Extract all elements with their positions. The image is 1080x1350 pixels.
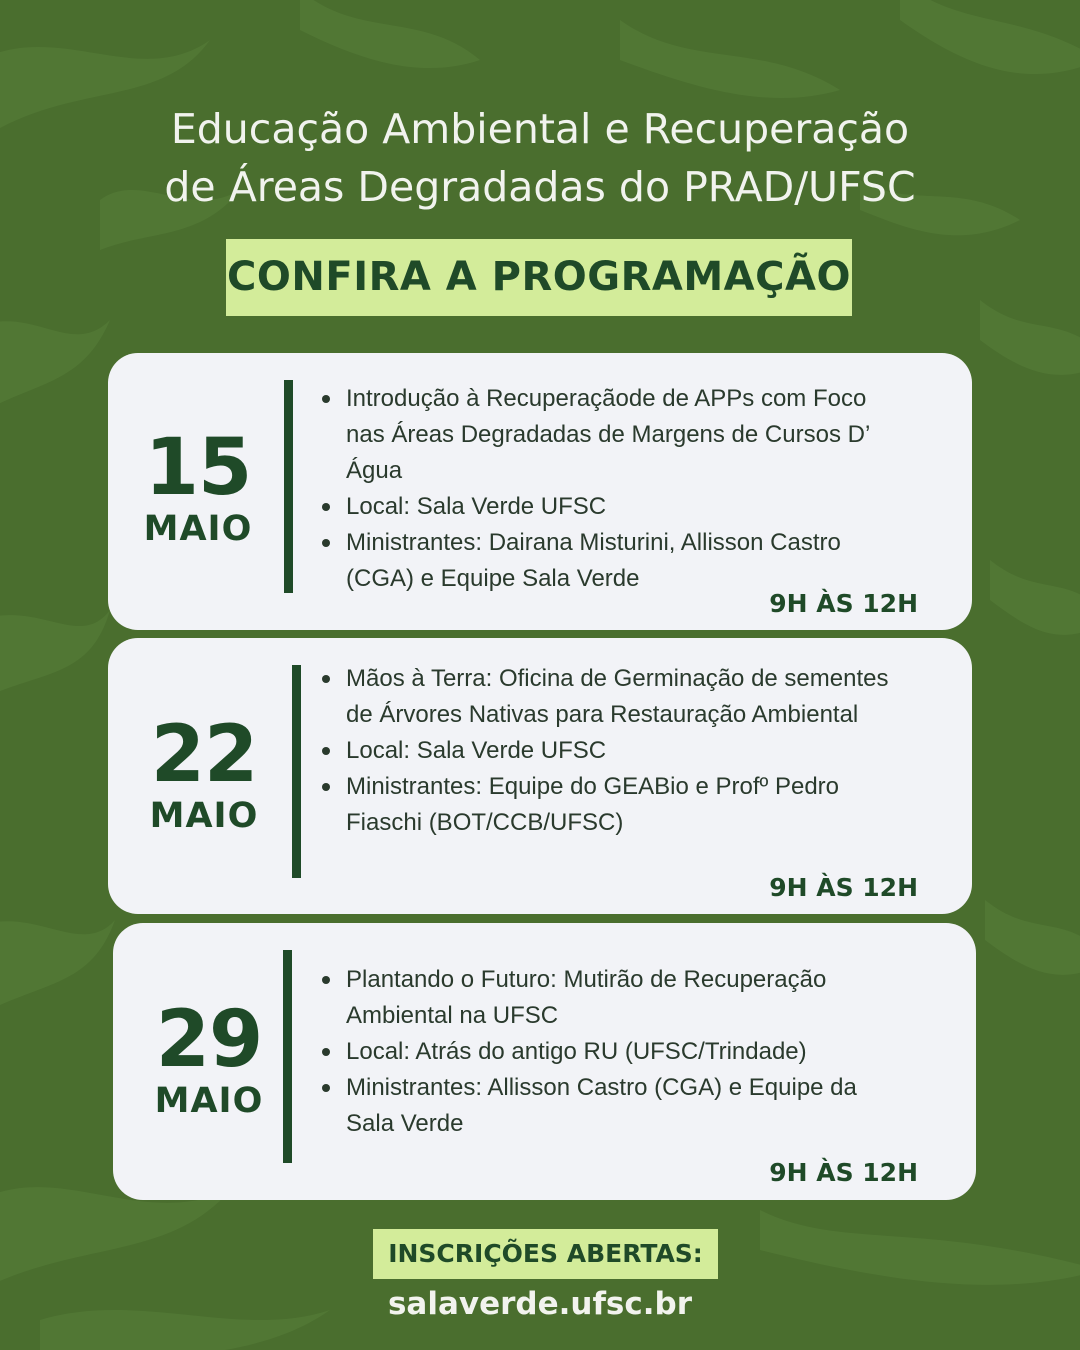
page-title [0, 100, 1080, 216]
event-date [149, 995, 269, 1121]
bullet-icon [322, 976, 330, 984]
list-item: Plantando o Futuro: Mutirão de Recuperação Ambiental na UFSC [320, 962, 910, 1034]
event-details-list [320, 962, 910, 1142]
event-month: MAIO [154, 1081, 264, 1121]
bullet-icon [322, 675, 330, 683]
event-time: 9H ÀS 12H [769, 589, 918, 618]
list-item: Local: Atrás do antigo RU (UFSC/Trindade) [320, 1034, 910, 1070]
list-item: Ministrantes: Allisson Castro (CGA) e Equipe da Sala Verde [320, 1070, 910, 1142]
bullet-icon [322, 1084, 330, 1092]
event-details-list [320, 381, 910, 597]
bullet-icon [322, 747, 330, 755]
event-day: 22 [150, 710, 258, 800]
registration-banner: INSCRIÇÕES ABERTAS: [373, 1229, 718, 1279]
bullet-icon [322, 1048, 330, 1056]
event-card-15-maio [108, 353, 972, 630]
list-item: Ministrantes: Equipe do GEABio e Profº Pedro Fiaschi (BOT/CCB/UFSC) [320, 769, 910, 841]
title-line-2: de Áreas Degradadas do PRAD/UFSC [164, 163, 916, 211]
list-item: Local: Sala Verde UFSC [320, 733, 910, 769]
program-heading: CONFIRA A PROGRAMAÇÃO [226, 239, 852, 316]
title-line-1: Educação Ambiental e Recuperação [170, 105, 910, 153]
event-card-29-maio [113, 923, 976, 1200]
website-link[interactable]: salaverde.ufsc.br [387, 1286, 693, 1322]
event-date [144, 710, 264, 836]
list-item: Mãos à Terra: Oficina de Germinação de sementes de Árvores Nativas para Restauração Ambiental [320, 661, 910, 733]
event-month: MAIO [143, 509, 253, 549]
event-time: 9H ÀS 12H [769, 873, 918, 902]
divider-bar [283, 950, 292, 1163]
event-time: 9H ÀS 12H [769, 1158, 918, 1187]
bullet-icon [322, 395, 330, 403]
event-day: 29 [155, 995, 263, 1085]
event-month: MAIO [149, 796, 259, 836]
bullet-icon [322, 783, 330, 791]
event-date [138, 423, 258, 549]
bullet-icon [322, 539, 330, 547]
event-card-22-maio [108, 638, 972, 914]
event-day: 15 [144, 423, 252, 513]
list-item: Local: Sala Verde UFSC [320, 489, 910, 525]
divider-bar [292, 665, 301, 878]
list-item: Ministrantes: Dairana Misturini, Allisson Castro (CGA) e Equipe Sala Verde [320, 525, 910, 597]
divider-bar [284, 380, 293, 593]
event-details-list [320, 661, 910, 841]
bullet-icon [322, 503, 330, 511]
list-item: Introdução à Recuperaçãode de APPs com Foco nas Áreas Degradadas de Margens de Cursos D’ Água [320, 381, 910, 489]
